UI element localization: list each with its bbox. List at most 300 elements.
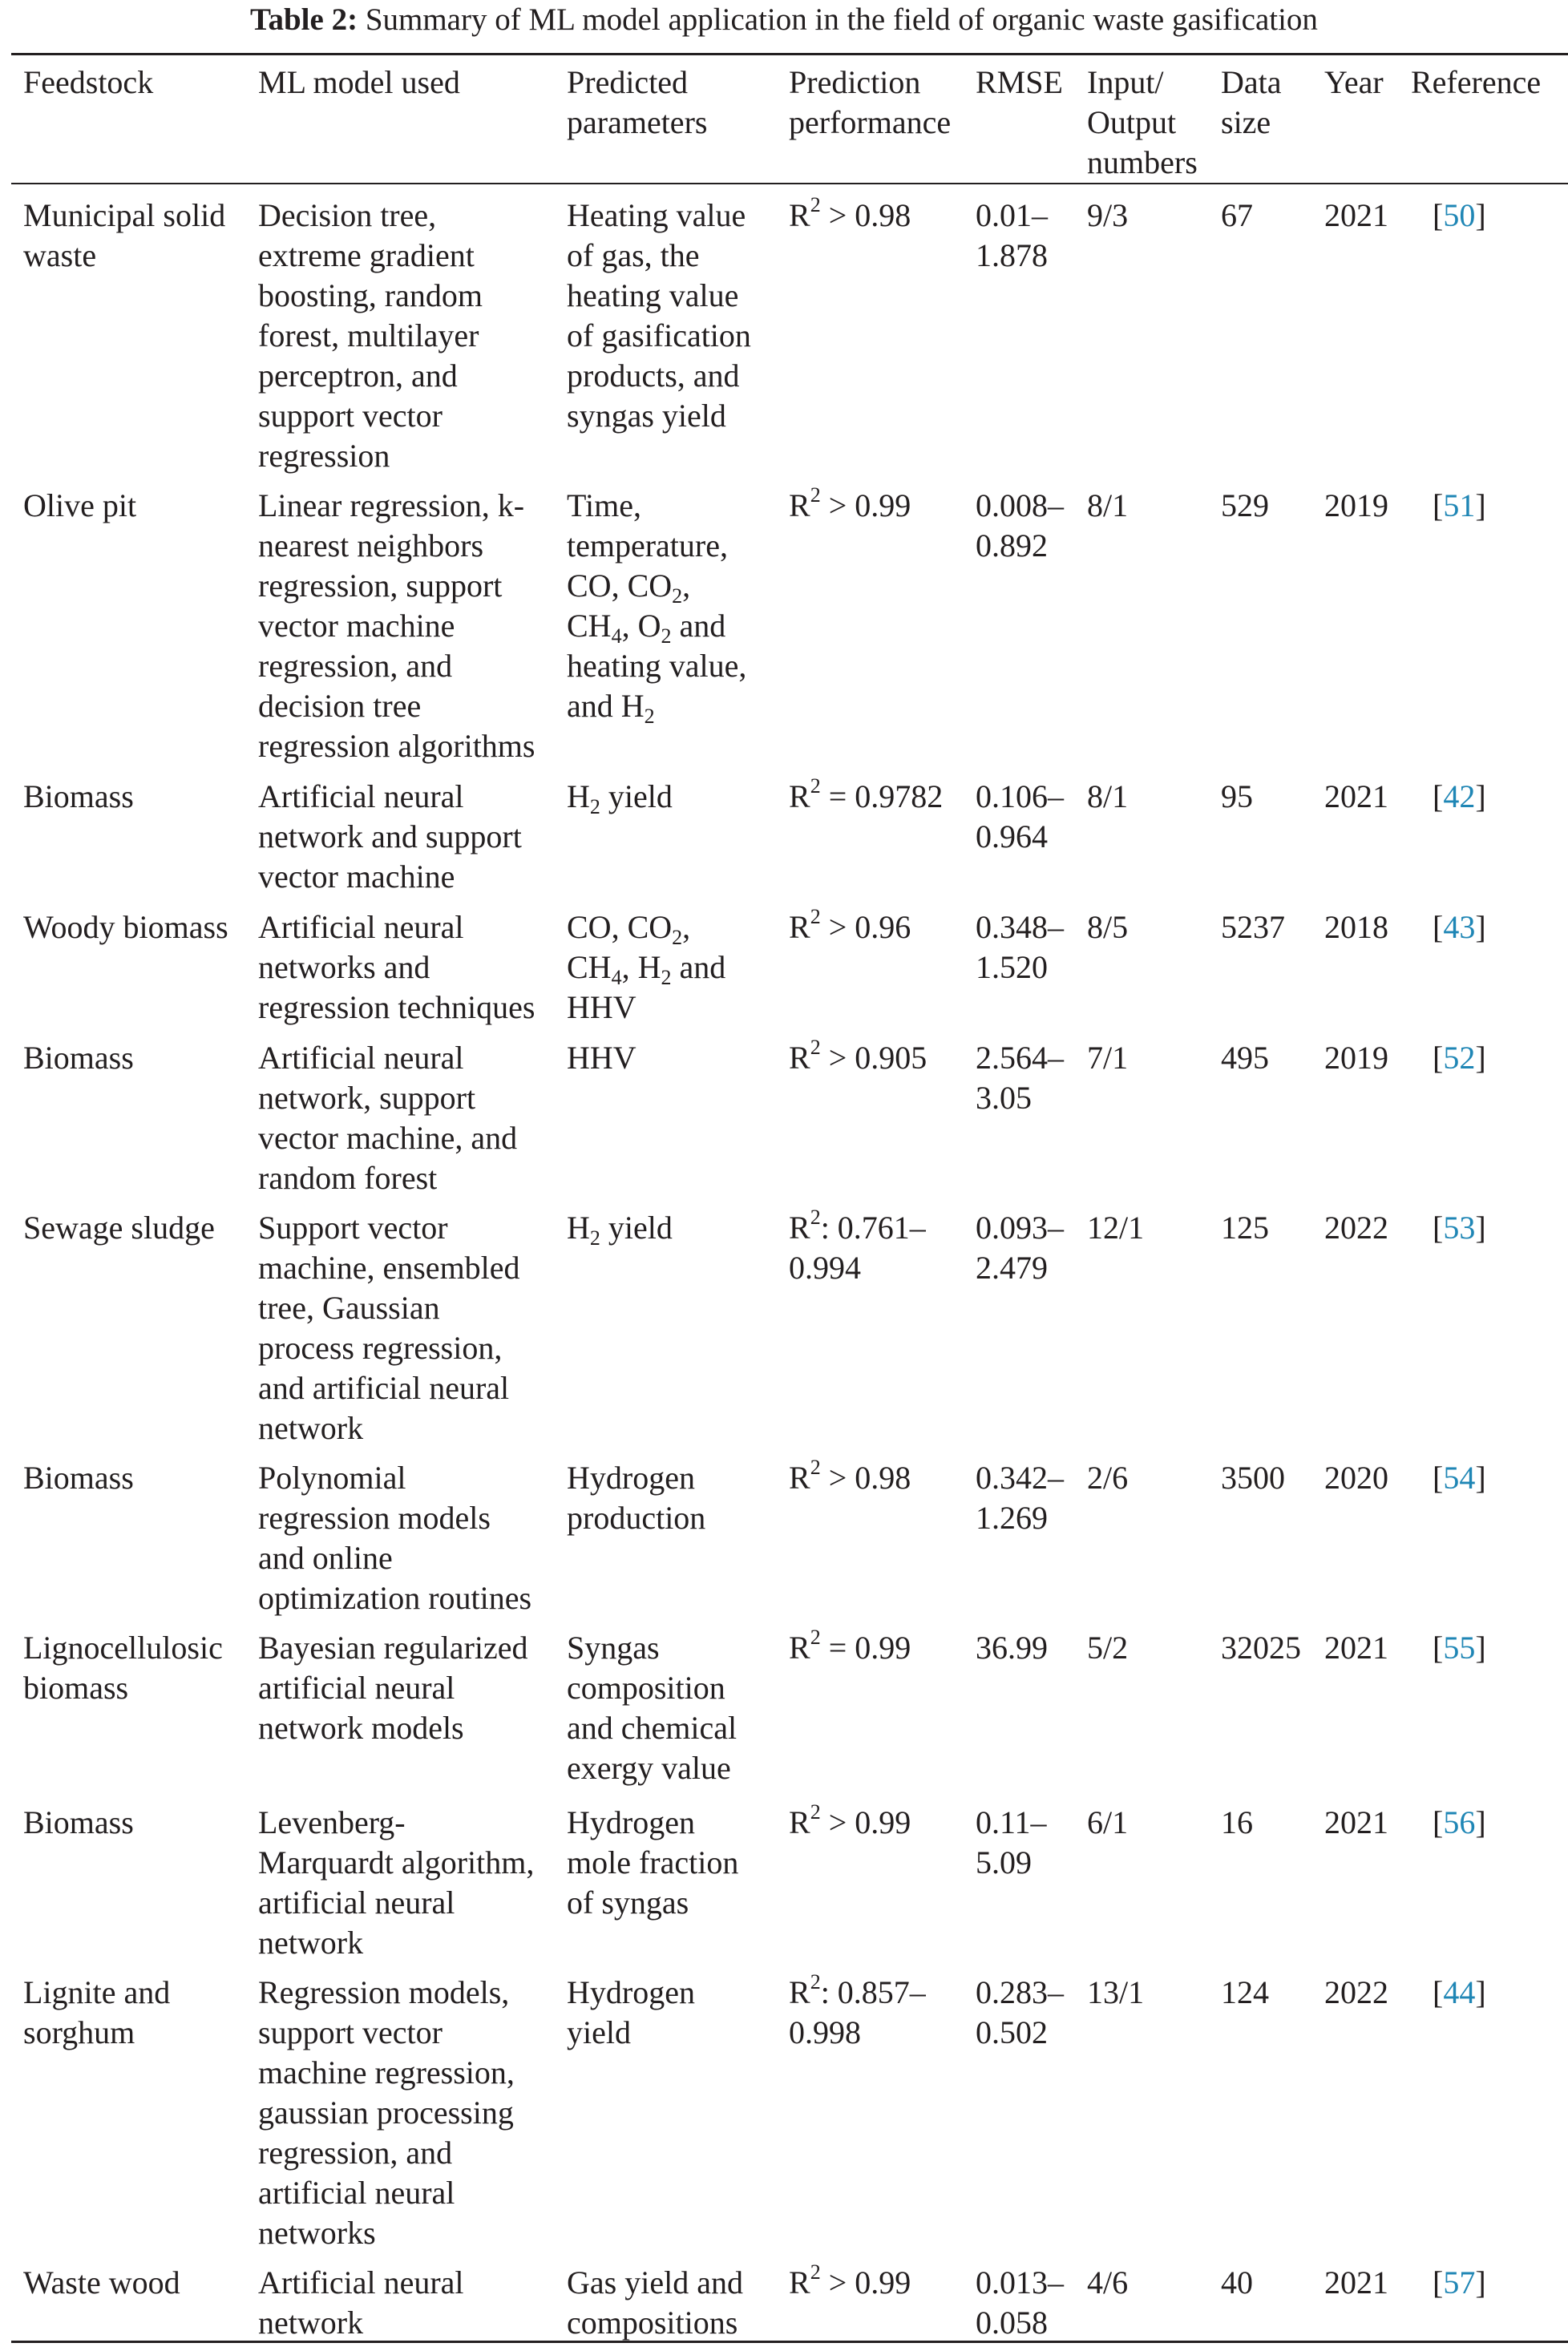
cell-predicted-parameters-line: production [567,1500,706,1536]
header-io-line: Output [1087,104,1177,140]
cell-ml-model [258,2263,464,2343]
cell-predicted-parameters [567,196,751,436]
cell-ml-model-line: perceptron, and [258,358,458,394]
cell-reference: [53] [1433,1210,1486,1246]
cell-year [1324,2263,1388,2303]
cell-reference: [50] [1433,197,1486,233]
cell-predicted-parameters-line: HHV [567,1040,636,1076]
cell-prediction-performance-line: $R^2 > 0.99$ [789,2260,911,2301]
cell-ml-model-line: Bayesian regularized [258,1630,528,1666]
cell-predicted-parameters-line: CO, $CO_2$, [567,568,691,608]
cell-feedstock [23,777,134,817]
reference-link[interactable]: 43 [1443,909,1476,945]
superscript: 2 [810,1036,821,1059]
cell-ml-model [258,1973,515,2253]
cell-input-output-line: 2/6 [1087,1460,1129,1496]
cell-reference: [56] [1433,1804,1486,1840]
cell-input-output [1087,1208,1144,1248]
cell-rmse [976,1803,1047,1883]
superscript: 2 [810,2260,821,2284]
cell-feedstock-line: waste [23,237,97,273]
cell-rmse-line: 2.479 [976,1250,1048,1286]
header-size-line: size [1221,104,1271,140]
cell-ml-model [258,907,535,1028]
table-bottom-rule [11,2341,1568,2343]
cell-prediction-performance-line: $R^2 > 0.96$ [789,905,911,945]
table-caption [0,0,1568,38]
cell-ml-model-line: Regression models, [258,1974,510,2010]
cell-rmse [976,1208,1064,1288]
header-size-line: Data [1221,64,1282,100]
cell-rmse-line: 0.892 [976,527,1048,564]
cell-year-line: 2021 [1324,1804,1388,1840]
cell-rmse [976,907,1064,988]
cell-ml-model-line: Linear regression, k- [258,487,525,523]
cell-ml-model [258,1208,520,1448]
cell-prediction-performance-line: $R^2$: 0.761– [789,1206,926,1246]
superscript: 2 [810,1456,821,1479]
cell-ml-model-line: process regression, [258,1330,503,1366]
cell-feedstock-line: sorghum [23,2014,135,2050]
cell-feedstock-line: Woody biomass [23,909,228,945]
cell-year-line: 2021 [1324,1630,1388,1666]
cell-input-output-line: 13/1 [1087,1974,1145,2010]
cell-input-output [1087,777,1128,817]
cell-feedstock-line: Biomass [23,778,134,814]
cell-ml-model-line: tree, Gaussian [258,1290,440,1326]
cell-year-line: 2022 [1324,1974,1388,2010]
cell-ml-model-line: Support vector [258,1210,448,1246]
cell-predicted-parameters-line: HHV [567,989,636,1025]
cell-year [1324,1208,1388,1248]
cell-feedstock [23,1803,134,1843]
cell-feedstock [23,2263,180,2303]
cell-rmse [976,1038,1064,1118]
subscript: 2 [661,624,672,648]
cell-ml-model-line: regression models [258,1500,491,1536]
cell-predicted-parameters [567,486,746,726]
cell-ml-model-line: networks [258,2215,376,2251]
reference-link[interactable]: 44 [1443,1974,1476,2010]
cell-rmse-line: 1.520 [976,949,1048,985]
cell-predicted-parameters-line: Hydrogen [567,1804,695,1840]
subscript: 2 [672,584,683,608]
cell-prediction-performance [789,1628,911,1668]
cell-ml-model-line: extreme gradient [258,237,475,273]
cell-data-size [1221,1038,1269,1078]
cell-prediction-performance [789,774,944,817]
table-caption-label: Table 2: [250,2,358,37]
cell-ml-model [258,1803,534,1963]
cell-predicted-parameters [567,2263,743,2343]
cell-prediction-performance [789,193,911,236]
cell-rmse-line: 0.348– [976,909,1064,945]
header-prediction-performance [789,63,951,143]
cell-data-size-line: 529 [1221,487,1269,523]
cell-ml-model-line: network and support [258,818,522,854]
cell-input-output [1087,196,1128,236]
header-predicted-line: Predicted [567,64,689,100]
cell-ml-model-line: network [258,1925,364,1961]
cell-ml-model [258,486,535,766]
cell-ml-model-line: network models [258,1710,464,1746]
cell-rmse-line: 0.106– [976,778,1064,814]
cell-predicted-parameters-line: Syngas [567,1630,660,1666]
cell-reference: [44] [1433,1974,1486,2010]
cell-ml-model-line: networks and [258,949,430,985]
cell-data-size [1221,907,1285,947]
cell-ml-model-line: machine regression, [258,2054,515,2090]
cell-ml-model-line: support vector [258,2014,443,2050]
reference-link[interactable]: 52 [1443,1040,1476,1076]
cell-reference: [57] [1433,2264,1486,2301]
cell-predicted-parameters-line: yield [567,2014,631,2050]
cell-ml-model-line: Artificial neural [258,1040,464,1076]
cell-ml-model-line: network [258,2305,364,2341]
reference-link[interactable]: 55 [1443,1630,1476,1666]
cell-ml-model-line: vector machine [258,608,455,644]
cell-rmse-line: 0.964 [976,818,1048,854]
cell-ml-model [258,777,522,897]
cell-year [1324,196,1388,236]
cell-data-size-line: 124 [1221,1974,1269,2010]
cell-rmse [976,486,1064,566]
cell-rmse-line: 36.99 [976,1630,1048,1666]
header-rmse: RMSE [976,64,1063,100]
cell-input-output-line: 4/6 [1087,2264,1129,2301]
cell-input-output [1087,1628,1128,1668]
superscript: 2 [810,1970,821,1994]
superscript: 2 [810,1626,821,1649]
cell-ml-model-line: network [258,1410,364,1446]
cell-ml-model-line: nearest neighbors [258,527,484,564]
cell-input-output [1087,1458,1128,1498]
cell-predicted-parameters-line: Hydrogen [567,1460,695,1496]
cell-year-line: 2020 [1324,1460,1388,1496]
cell-predicted-parameters-line: composition [567,1670,725,1706]
cell-rmse-line: 1.269 [976,1500,1048,1536]
cell-feedstock-line: Biomass [23,1040,134,1076]
cell-ml-model-line: machine, ensembled [258,1250,520,1286]
cell-ml-model-line: Artificial neural [258,909,464,945]
cell-rmse [976,196,1048,276]
cell-reference: [55] [1433,1630,1486,1666]
superscript: 2 [810,483,821,507]
cell-year-line: 2018 [1324,909,1388,945]
cell-ml-model-line: forest, multilayer [258,317,479,353]
superscript: 2 [810,774,821,798]
superscript: 2 [810,1206,821,1229]
header-io-line: Input/ [1087,64,1164,100]
cell-year [1324,1973,1388,2013]
cell-rmse-line: 0.283– [976,1974,1064,2010]
cell-ml-model-line: Artificial neural [258,778,464,814]
cell-data-size-line: 16 [1221,1804,1253,1840]
cell-data-size-line: 67 [1221,197,1253,233]
cell-input-output [1087,907,1128,947]
cell-data-size-line: 125 [1221,1210,1269,1246]
cell-prediction-performance-line: $R^2 = 0.9782$ [789,774,944,814]
cell-rmse [976,777,1064,857]
cell-year-line: 2021 [1324,778,1388,814]
cell-ml-model [258,1038,517,1198]
cell-ml-model-line: gaussian processing [258,2095,514,2131]
cell-rmse-line: 0.11– [976,1804,1047,1840]
header-io-line: numbers [1087,144,1198,180]
cell-feedstock-line: biomass [23,1670,129,1706]
cell-ml-model-line: Marquardt algorithm, [258,1844,535,1880]
cell-reference: [52] [1433,1040,1486,1076]
cell-ml-model-line: vector machine [258,858,455,895]
cell-feedstock [23,196,225,276]
subscript: 2 [672,926,683,949]
cell-rmse-line: 0.058 [976,2305,1048,2341]
cell-feedstock [23,1038,134,1078]
cell-input-output-line: 8/5 [1087,909,1129,945]
cell-feedstock-line: Municipal solid [23,197,226,233]
cell-prediction-performance [789,907,911,947]
cell-year [1324,1458,1388,1498]
cell-rmse-line: 0.01– [976,197,1048,233]
subscript: 4 [611,624,622,648]
cell-input-output-line: 9/3 [1087,197,1129,233]
cell-ml-model-line: optimization routines [258,1580,532,1616]
cell-predicted-parameters-line: exergy value [567,1750,731,1786]
cell-rmse [976,1628,1048,1668]
cell-reference: [51] [1433,487,1486,523]
reference-link[interactable]: 53 [1443,1210,1476,1246]
cell-input-output [1087,1038,1128,1078]
cell-ml-model-line: Polynomial [258,1460,406,1496]
cell-predicted-parameters [567,1038,636,1078]
cell-ml-model-line: and artificial neural [258,1370,510,1406]
cell-predicted-parameters-line: of gas, the [567,237,700,273]
header-input-output [1087,63,1198,183]
cell-year [1324,907,1388,947]
cell-feedstock-line: Lignite and [23,1974,171,2010]
cell-ml-model-line: regression, and [258,648,453,684]
cell-data-size [1221,1458,1285,1498]
cell-data-size [1221,486,1269,526]
cell-ml-model-line: regression algorithms [258,728,535,764]
cell-data-size-line: 495 [1221,1040,1269,1076]
cell-ml-model-line: Levenberg- [258,1804,406,1840]
cell-prediction-performance-line: $R^2 > 0.99$ [789,1800,911,1840]
cell-prediction-performance [789,1208,926,1288]
cell-predicted-parameters-line: syngas yield [567,398,726,434]
cell-predicted-parameters-line: and $H_2$ [567,688,655,728]
cell-data-size-line: 32025 [1221,1630,1301,1666]
cell-prediction-performance-line: $R^2 = 0.99$ [789,1626,911,1666]
cell-predicted-parameters-line: heating value, [567,648,747,684]
cell-ml-model-line: decision tree [258,688,422,724]
cell-feedstock-line: Olive pit [23,487,137,523]
cell-year [1324,1038,1388,1078]
cell-prediction-performance [789,1970,926,2053]
cell-rmse-line: 0.502 [976,2014,1048,2050]
cell-prediction-performance-line: $R^2 > 0.98$ [789,193,911,233]
cell-predicted-parameters-line: mole fraction [567,1844,739,1880]
cell-reference: [54] [1433,1460,1486,1496]
cell-input-output-line: 7/1 [1087,1040,1129,1076]
cell-prediction-performance [789,2260,911,2303]
cell-predicted-parameters [567,1973,695,2053]
cell-predicted-parameters-line: $H_2$ yield [567,778,673,818]
cell-input-output [1087,2263,1128,2303]
cell-rmse [976,2263,1064,2343]
cell-predicted-parameters-line: products, and [567,358,740,394]
cell-ml-model-line: vector machine, and [258,1120,518,1156]
cell-ml-model-line: artificial neural [258,1670,455,1706]
cell-data-size-line: 40 [1221,2264,1253,2301]
cell-predicted-parameters-line: CO, $CO_2$, [567,909,691,949]
cell-ml-model-line: Artificial neural [258,2264,464,2301]
cell-predicted-parameters-line: $CH_4$, $H_2$ and [567,949,726,989]
cell-feedstock [23,907,228,947]
cell-ml-model-line: artificial neural [258,2175,455,2211]
cell-rmse-line: 1.878 [976,237,1048,273]
table-top-rule [11,53,1568,55]
cell-rmse-line: 0.013– [976,2264,1064,2301]
cell-feedstock [23,1973,170,2053]
cell-feedstock-line: Biomass [23,1460,134,1496]
cell-data-size [1221,777,1253,817]
cell-input-output-line: 8/1 [1087,487,1129,523]
cell-feedstock [23,1208,215,1248]
superscript: 2 [810,193,821,216]
cell-predicted-parameters [567,1208,673,1248]
cell-year-line: 2022 [1324,1210,1388,1246]
cell-rmse-line: 5.09 [976,1844,1032,1880]
cell-ml-model-line: regression, and [258,2135,453,2171]
header-ml-model: ML model used [258,64,460,100]
cell-predicted-parameters [567,907,725,1028]
cell-data-size [1221,2263,1253,2303]
cell-input-output-line: 5/2 [1087,1630,1129,1666]
subscript: 2 [644,705,655,728]
cell-predicted-parameters-line: Time, [567,487,642,523]
header-predicted-line: parameters [567,104,708,140]
header-data-size [1221,63,1282,143]
header-predicted-parameters [567,63,707,143]
cell-input-output [1087,486,1128,526]
cell-ml-model-line: regression, support [258,568,503,604]
header-feedstock: Feedstock [23,64,154,100]
cell-predicted-parameters-line: heating value [567,277,739,313]
cell-feedstock-line: Biomass [23,1804,134,1840]
cell-rmse-line: 3.05 [976,1080,1032,1116]
cell-predicted-parameters-line: Heating value [567,197,746,233]
cell-year-line: 2019 [1324,1040,1388,1076]
cell-year-line: 2021 [1324,197,1388,233]
cell-rmse-line: 0.093– [976,1210,1064,1246]
reference-link[interactable]: 42 [1443,778,1476,814]
cell-ml-model-line: artificial neural [258,1884,455,1921]
cell-data-size [1221,1803,1253,1843]
superscript: 2 [810,905,821,928]
cell-rmse-line: 2.564– [976,1040,1064,1076]
cell-year [1324,486,1388,526]
table-caption-title: Summary of ML model application in the field of organic waste gasification [365,2,1318,37]
cell-predicted-parameters-line: $H_2$ yield [567,1210,673,1250]
superscript: 2 [810,1800,821,1824]
cell-predicted-parameters-line: Hydrogen [567,1974,695,2010]
cell-ml-model-line: regression [258,438,390,474]
cell-ml-model [258,196,483,476]
cell-data-size [1221,196,1253,236]
cell-year [1324,1803,1388,1843]
subscript: 4 [611,966,622,989]
cell-prediction-performance [789,483,911,526]
subscript: 2 [589,1226,600,1250]
reference-link[interactable]: 54 [1443,1460,1476,1496]
cell-prediction-performance-line: $R^2 > 0.99$ [789,483,911,523]
cell-data-size-line: 3500 [1221,1460,1285,1496]
cell-ml-model-line: support vector [258,398,443,434]
cell-rmse-line: 0.342– [976,1460,1064,1496]
cell-predicted-parameters-line: Gas yield and [567,2264,743,2301]
cell-predicted-parameters-line: of gasification [567,317,751,353]
reference-link[interactable]: 51 [1443,487,1476,523]
cell-ml-model-line: random forest [258,1160,438,1196]
cell-data-size-line: 5237 [1221,909,1285,945]
reference-link[interactable]: 57 [1443,2264,1476,2301]
cell-feedstock-line: Waste wood [23,2264,180,2301]
cell-predicted-parameters-line: and chemical [567,1710,738,1746]
cell-ml-model-line: and online [258,1540,393,1576]
cell-prediction-performance-line: $R^2 > 0.905$ [789,1036,927,1076]
cell-input-output-line: 8/1 [1087,778,1129,814]
cell-data-size [1221,1973,1269,2013]
cell-prediction-performance-line: 0.998 [789,2014,861,2050]
cell-predicted-parameters-line: $CH_4$, $O_2$ and [567,608,726,648]
cell-feedstock [23,1628,223,1708]
header-year: Year [1324,64,1384,100]
cell-prediction-performance [789,1800,911,1843]
reference-link[interactable]: 50 [1443,197,1476,233]
cell-reference: [43] [1433,909,1486,945]
cell-ml-model-line: regression techniques [258,989,535,1025]
cell-ml-model-line: boosting, random [258,277,483,313]
cell-predicted-parameters [567,777,673,817]
cell-rmse [976,1973,1064,2053]
cell-predicted-parameters-line: of syngas [567,1884,689,1921]
subscript: 2 [661,966,672,989]
reference-link[interactable]: 56 [1443,1804,1476,1840]
cell-ml-model [258,1458,531,1618]
cell-rmse-line: 0.008– [976,487,1064,523]
cell-ml-model-line: Decision tree, [258,197,437,233]
cell-input-output [1087,1803,1128,1843]
subscript: 2 [589,795,600,818]
header-performance-line: Prediction [789,64,921,100]
cell-prediction-performance-line: $R^2$: 0.857– [789,1970,926,2010]
cell-predicted-parameters [567,1458,705,1538]
cell-input-output-line: 12/1 [1087,1210,1145,1246]
cell-rmse [976,1458,1064,1538]
cell-data-size [1221,1208,1269,1248]
cell-prediction-performance [789,1038,927,1078]
cell-year [1324,777,1388,817]
header-performance-line: performance [789,104,952,140]
cell-predicted-parameters-line: temperature, [567,527,728,564]
cell-input-output [1087,1973,1144,2013]
cell-data-size-line: 95 [1221,778,1253,814]
cell-reference: [42] [1433,778,1486,814]
table-header-rule [11,183,1568,184]
header-reference: Reference [1411,64,1542,100]
cell-predicted-parameters [567,1628,737,1788]
